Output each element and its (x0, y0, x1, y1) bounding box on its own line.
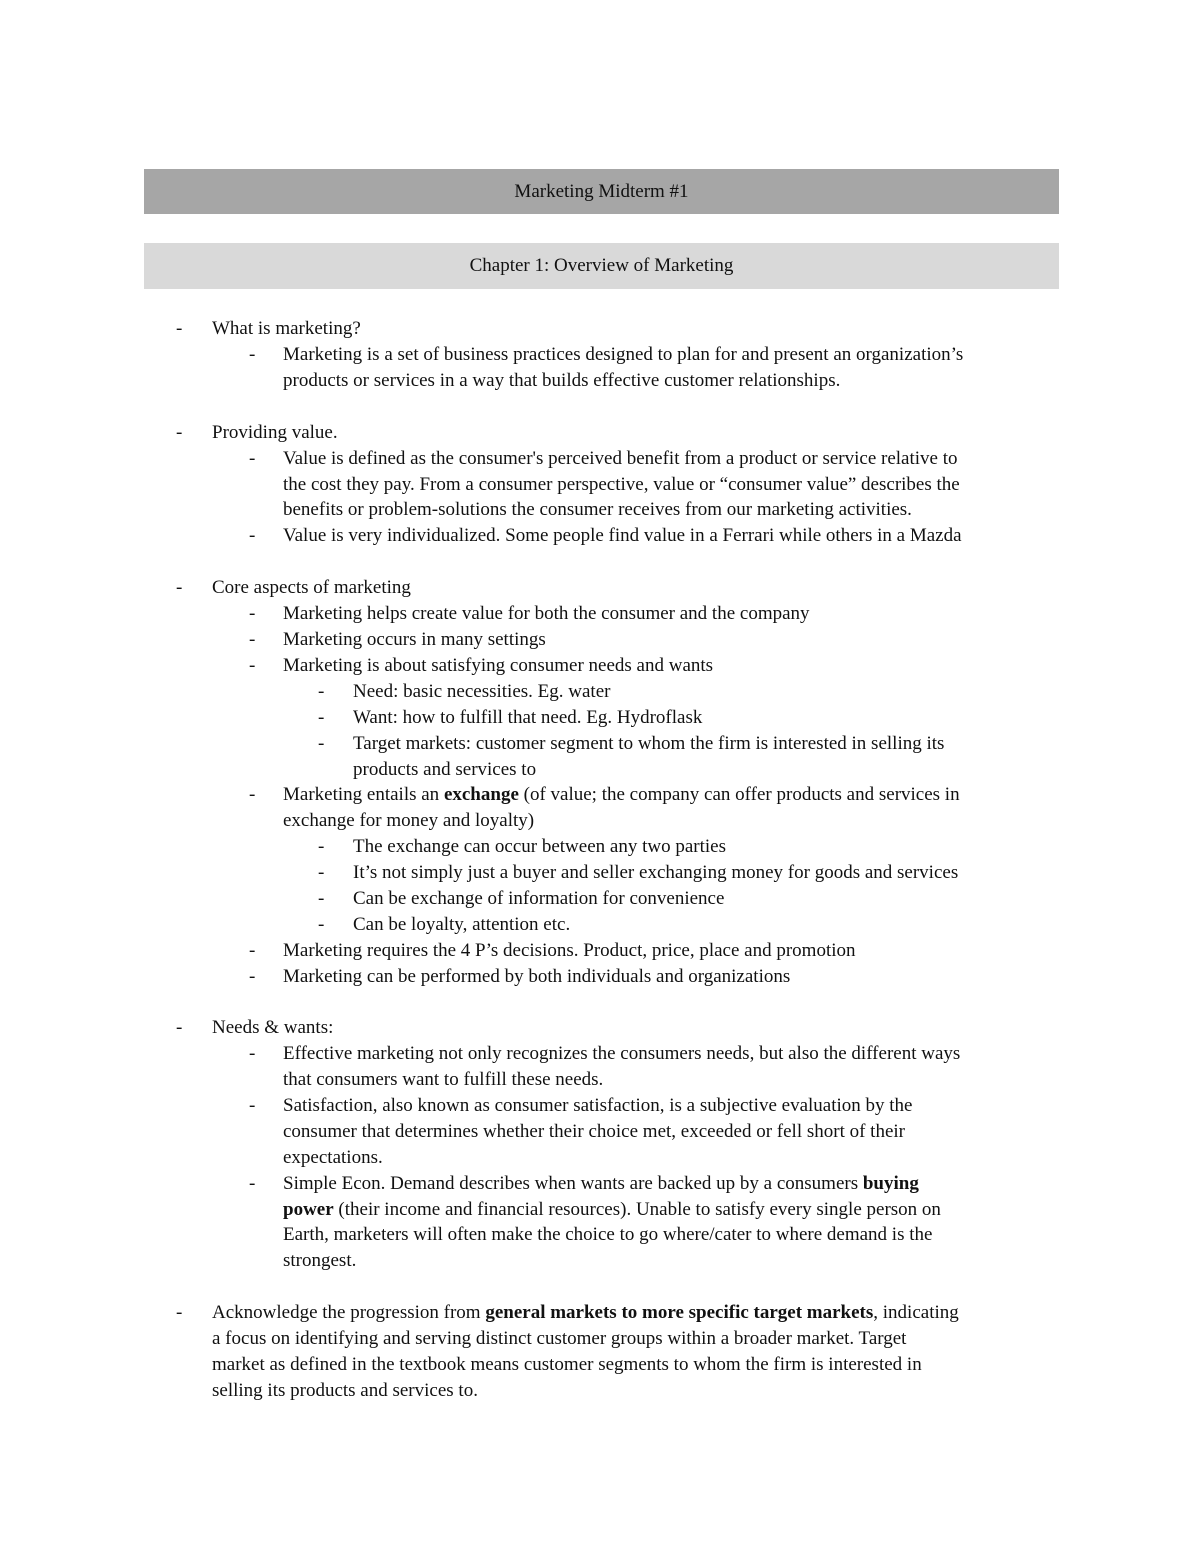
text-run: Acknowledge the progression from (212, 1302, 486, 1323)
list-item-text: Marketing requires the 4 P’s decisions. Product, price, place and promotion (283, 940, 856, 961)
paragraph-text: market as defined in the textbook means customer segments to whom the firm is interested in (212, 1354, 922, 1375)
bullet-dash: - (176, 577, 183, 598)
bullet-dash: - (249, 1095, 256, 1116)
section-heading-needs-wants: Needs & wants: (212, 1017, 334, 1038)
bullet-dash: - (176, 1302, 183, 1323)
list-item-text: Value is very individualized. Some people find value in a Ferrari while others in a Mazda (283, 525, 962, 546)
bullet-dash: - (176, 422, 183, 443)
bullet-dash: - (249, 1173, 256, 1194)
bold-term-buying: buying (862, 1173, 919, 1194)
list-item-text: Marketing is a set of business practices designed to plan for and present an organization’s (283, 344, 964, 365)
bold-term-exchange: exchange (443, 784, 519, 805)
list-item-text: expectations. (283, 1147, 383, 1168)
list-item-text (283, 782, 960, 808)
sub-list-item-text: Want: how to fulfill that need. Eg. Hydroflask (353, 707, 703, 728)
bullet-dash: - (176, 1017, 183, 1038)
bullet-dash: - (318, 862, 325, 883)
bullet-dash: - (249, 784, 256, 805)
chapter-heading: Chapter 1: Overview of Marketing (469, 255, 734, 276)
list-item-text: Marketing is about satisfying consumer needs and wants (283, 655, 714, 676)
bullet-dash: - (249, 966, 256, 987)
section-heading-what-is-marketing: What is marketing? (212, 318, 361, 339)
text-run: Marketing entails an (283, 784, 444, 805)
text-run: Simple Econ. Demand describes when wants are backed up by a consumers (283, 1173, 863, 1194)
bullet-dash: - (249, 344, 256, 365)
text-run: (of value; the company can offer products and services in (518, 784, 960, 805)
list-item-text: consumer that determines whether their choice met, exceeded or fell short of their (283, 1121, 905, 1142)
bullet-dash: - (249, 1043, 256, 1064)
list-item-text: Marketing helps create value for both the consumer and the company (283, 603, 810, 624)
list-item-text: the cost they pay. From a consumer perspective, value or “consumer value” describes the (283, 474, 960, 495)
list-item-text (283, 1197, 941, 1223)
list-item-text: Effective marketing not only recognizes the consumers needs, but also the different ways (283, 1043, 961, 1064)
list-item-text: strongest. (283, 1250, 357, 1271)
list-item-text: benefits or problem-solutions the consumer receives from our marketing activities. (283, 499, 912, 520)
chapter-heading-bar (144, 243, 1059, 289)
sub-list-item-text: products and services to (353, 759, 537, 780)
list-item-text: products or services in a way that builds effective customer relationships. (283, 370, 841, 391)
text-run: , indicating (873, 1302, 959, 1323)
list-item-text: Earth, marketers will often make the choice to go where/cater to where demand is the (283, 1224, 933, 1245)
list-item-text: Marketing can be performed by both individuals and organizations (283, 966, 791, 987)
bullet-dash: - (318, 836, 325, 857)
bullet-dash: - (318, 914, 325, 935)
paragraph-text: a focus on identifying and serving distinct customer groups within a broader market. Target (212, 1328, 907, 1349)
bold-term-power: power (283, 1199, 334, 1220)
bullet-dash: - (318, 888, 325, 909)
sub-list-item-text: Target markets: customer segment to whom the firm is interested in selling its (353, 733, 945, 754)
bullet-dash: - (249, 525, 256, 546)
sub-list-item-text: Can be loyalty, attention etc. (353, 914, 571, 935)
list-item-text: Value is defined as the consumer's perceived benefit from a product or service relative to (283, 448, 958, 469)
paragraph-text (212, 1300, 959, 1326)
bullet-dash: - (249, 603, 256, 624)
text-run: (their income and financial resources). Unable to satisfy every single person on (333, 1199, 941, 1220)
list-item-text: exchange for money and loyalty) (283, 810, 535, 831)
document-title: Marketing Midterm #1 (514, 180, 689, 202)
list-item-text (283, 1171, 919, 1197)
bold-term-target-markets: general markets to more specific target markets (485, 1302, 874, 1323)
bullet-dash: - (249, 448, 256, 469)
bullet-dash: - (176, 318, 183, 339)
bullet-dash: - (249, 940, 256, 961)
list-item-text: Marketing occurs in many settings (283, 629, 546, 650)
bullet-dash: - (318, 707, 325, 728)
bullet-dash: - (249, 629, 256, 650)
bullet-dash: - (318, 733, 325, 754)
section-heading-core-aspects: Core aspects of marketing (212, 577, 411, 598)
section-heading-providing-value: Providing value. (212, 422, 338, 443)
bullet-dash: - (318, 681, 325, 702)
list-item-text: that consumers want to fulfill these needs. (283, 1069, 604, 1090)
sub-list-item-text: Need: basic necessities. Eg. water (353, 681, 611, 702)
sub-list-item-text: The exchange can occur between any two parties (353, 836, 726, 857)
document-title-bar (144, 169, 1059, 214)
bullet-dash: - (249, 655, 256, 676)
list-item-text: Satisfaction, also known as consumer satisfaction, is a subjective evaluation by the (283, 1095, 913, 1116)
paragraph-text: selling its products and services to. (212, 1380, 478, 1401)
sub-list-item-text: It’s not simply just a buyer and seller exchanging money for goods and services (353, 862, 959, 883)
sub-list-item-text: Can be exchange of information for convenience (353, 888, 725, 909)
